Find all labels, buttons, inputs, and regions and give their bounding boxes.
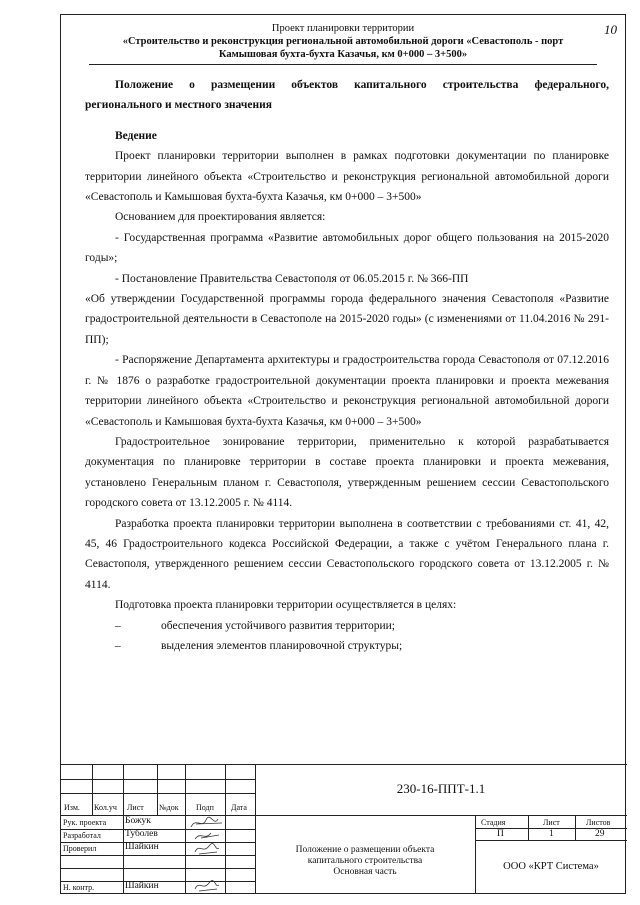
- document-body: [85, 75, 609, 656]
- list-item-text: обеспечения устойчивого развития территории;: [161, 619, 395, 632]
- stage-value: П: [497, 829, 504, 839]
- list-item: [85, 616, 609, 636]
- role-label: Рук. проекта: [63, 818, 107, 827]
- col-header-list: Лист: [127, 803, 144, 812]
- document-name: [255, 845, 475, 878]
- paragraph: Подготовка проекта планировки территории осуществляется в целях:: [115, 599, 457, 612]
- paragraph: - Постановление Правительства Севастополя от 06.05.2015 г. № 366-ПП: [115, 272, 469, 285]
- signature-image: [191, 842, 225, 856]
- paragraph: - Государственная программа «Развитие автомобильных дорог общего пользования на 2015-2020 годы»;: [85, 231, 609, 265]
- document-code: 230-16-ППТ-1.1: [396, 781, 486, 796]
- header-line-3: Камышовая бухта-бухта Казачья, км 0+000 – 3+500»: [218, 49, 468, 60]
- header-line-2: «Строительство и реконструкция региональной автомобильной дороги «Севастополь - порт: [122, 36, 564, 47]
- page-number: 10: [604, 22, 617, 37]
- person-name: Божук: [125, 816, 151, 826]
- paragraph: «Об утверждении Государственной программы города федерального значения Севастополя «Развитие градостроительной деятельности в Севастополе на 2015-2020 годы» (с изменениями от 11.04.2016 № 291-ПП);: [85, 293, 609, 346]
- section-heading: Ведение: [115, 129, 157, 142]
- document-name-line: капитального строительства: [307, 856, 423, 866]
- paragraph: Основанием для проектирования является:: [115, 211, 326, 224]
- dash-marker: –: [115, 639, 121, 652]
- paragraph: Разработка проекта планировки территории выполнена в соответствии с требованиями ст. 41, 42, 45, 46 Градостроительного кодекса Российской Федерации, а также с учётом Генерального плана г. Севастополя, утвержденного решением сессии Севастопольского городского совета от 13.12.2005 г. № 4114.: [85, 517, 609, 591]
- col-header-ndoc: №док: [159, 803, 179, 812]
- paragraph: Проект планировки территории выполнен в рамках подготовки документации по планировке территории линейного объекта «Строительство и реконструкция региональной автомобильной дороги «Севастополь и Камышовая бухта-бухта Казачья, км 0+000 – 3+500»: [85, 150, 609, 204]
- document-header: [61, 22, 625, 61]
- person-name: Шайкин: [125, 881, 159, 891]
- sheets-label: Листов: [586, 818, 611, 827]
- list-item: [85, 636, 609, 656]
- col-header-data: Дата: [231, 803, 247, 812]
- paragraph: - Распоряжение Департамента архитектуры и градостроительства города Севастополя от 07.12.2016 г. № 1876 о разработке градостроительной документации проекта планировки и проекта межевания территории линейного объекта «Строительство и реконструкция региональной автомобильной дороги «Севастополь и Камышовая бухта-бухта Казачья, км 0+000 – 3+500»: [85, 354, 609, 428]
- person-name: Туболев: [125, 829, 158, 839]
- col-header-podp: Подп: [196, 803, 214, 812]
- sheet-label: Лист: [543, 818, 560, 827]
- col-header-kolvo: Кол.уч: [94, 803, 117, 812]
- document-name-line: Основная часть: [333, 867, 397, 877]
- document-title: Положение о размещении объектов капитального строительства федерального, регионального и местного значения: [85, 79, 609, 112]
- sheet-value: 1: [549, 829, 554, 839]
- title-block: [61, 764, 627, 893]
- person-name: Шайкин: [125, 842, 159, 852]
- role-label: Разработал: [63, 831, 101, 840]
- header-line-1: Проект планировки территории: [271, 23, 415, 34]
- col-header-izm: Изм.: [64, 803, 80, 812]
- organization-name: ООО «КРТ Система»: [503, 861, 599, 872]
- document-name-line: Положение о размещении объекта: [295, 845, 435, 855]
- page-frame: [60, 14, 626, 894]
- sheets-value: 29: [595, 829, 605, 839]
- role-label: Проверил: [63, 844, 97, 853]
- dash-marker: –: [115, 619, 121, 632]
- role-label: Н. контр.: [63, 883, 95, 892]
- paragraph: Градостроительное зонирование территории, применительно к которой разрабатывается документация по планировке территории в составе проекта планировки и проекта межевания, установлено Генеральным планом г. Севастополя, утвержденным решением сессии Севастопольского городского совета от 13.12.2005 г. № 4114.: [85, 435, 609, 510]
- header-divider: [89, 64, 597, 65]
- signature-image: [191, 879, 225, 893]
- list-item-text: выделения элементов планировочной структуры;: [161, 639, 403, 652]
- stage-label: Стадия: [481, 818, 506, 827]
- signature-image: [191, 829, 225, 843]
